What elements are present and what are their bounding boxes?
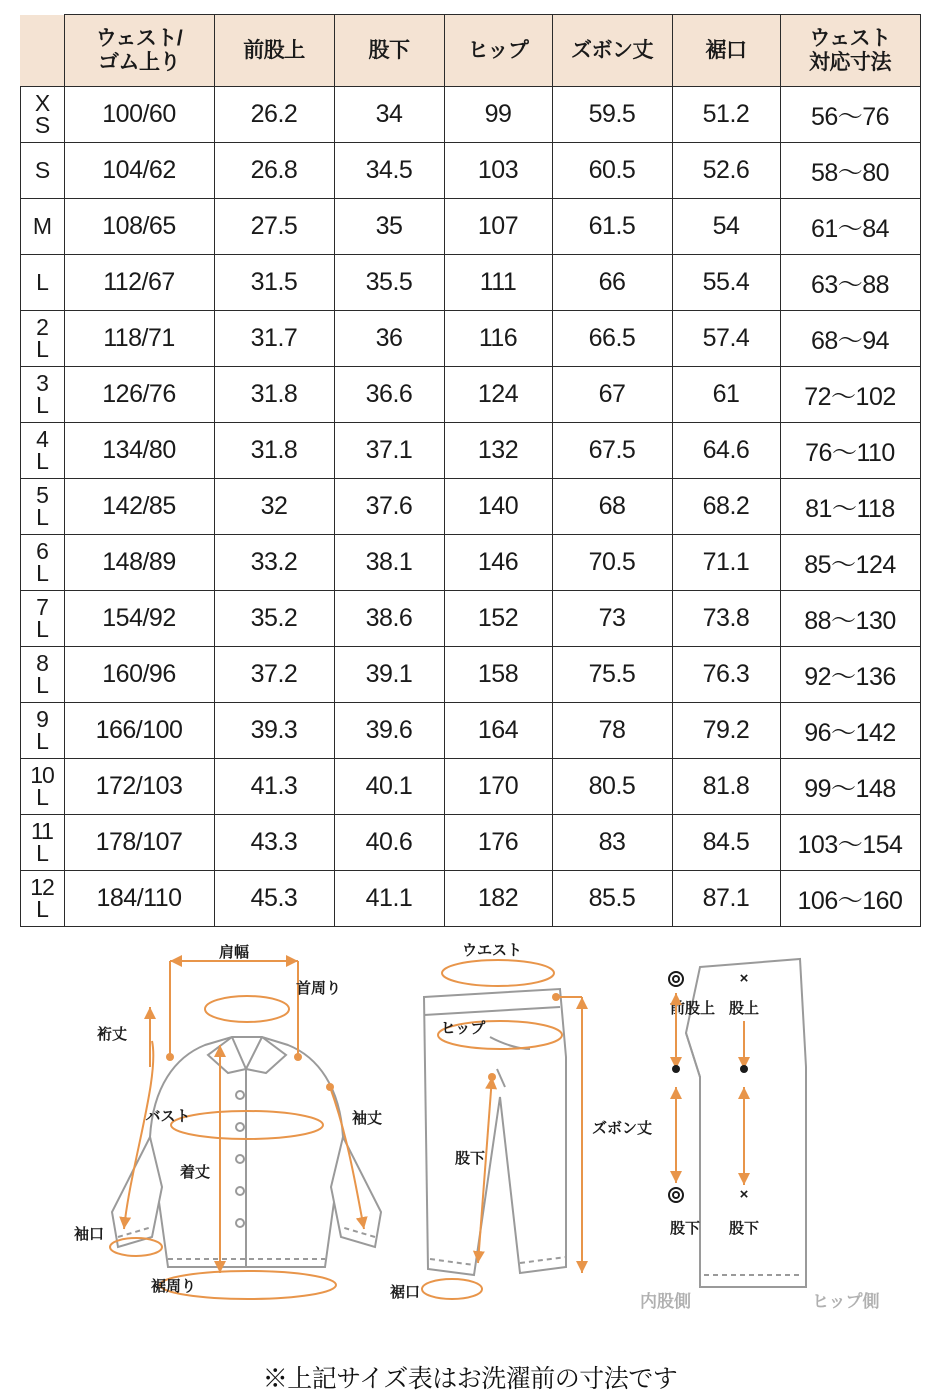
cell-pants-length: 83 [552,815,672,871]
cell-hip: 132 [444,423,552,479]
cell-hip: 140 [444,479,552,535]
cell-waist: 100/60 [64,87,214,143]
cell-inseam: 40.6 [334,815,444,871]
size-label-part: L [36,727,48,754]
size-label-part: L [36,559,48,586]
size-label-part: 10 [30,761,54,788]
size-label-part: L [36,671,48,698]
label-inseam-right: 股下 [728,1220,760,1237]
size-label-part: M [32,212,52,239]
label-pants-waist: ウエスト [462,942,523,959]
cell-waist: 148/89 [64,535,214,591]
cell-hip: 182 [444,871,552,927]
size-label-part: 6 [36,537,48,564]
cell-hem: 79.2 [672,703,780,759]
cell-hip: 146 [444,535,552,591]
cell-inseam: 38.6 [334,591,444,647]
table-header-range-line1: ウェスト [809,26,891,50]
cell-inseam: 38.1 [334,535,444,591]
cell-size [20,87,64,143]
table-row [20,647,920,703]
cell-pants-length: 67 [552,367,672,423]
size-label-part: L [36,391,48,418]
label-back-rise-mark: × [739,970,749,987]
label-inseam-left: 股下 [670,1220,701,1237]
table-row [20,479,920,535]
label-back-rise: 股上 [728,1000,760,1017]
cell-size [20,199,64,255]
table-header-waist-line1: ウェスト/ [95,26,183,50]
size-label-part: 8 [36,649,48,676]
cell-hip: 152 [444,591,552,647]
label-body-length: 着丈 [179,1164,210,1181]
label-pants-hip: ヒップ [440,1020,486,1037]
cell-waist-range: 61〜84 [780,199,920,255]
label-sleeve-span: 裄丈 [96,1026,128,1043]
cell-hem: 51.2 [672,87,780,143]
jacket-illustration [74,943,382,1299]
cell-waist-range: 63〜88 [780,255,920,311]
table-row [20,255,920,311]
cell-waist-range: 92〜136 [780,647,920,703]
cell-size [20,367,64,423]
cell-hem: 61 [672,367,780,423]
table-row [20,367,920,423]
cell-waist-range: 56〜76 [780,87,920,143]
cell-waist-range: 58〜80 [780,143,920,199]
cell-inseam: 41.1 [334,871,444,927]
cell-waist: 160/96 [64,647,214,703]
cell-pants-length: 73 [552,591,672,647]
label-shoulder: 肩幅 [218,944,250,961]
cell-hem: 68.2 [672,479,780,535]
cell-inseam: 39.6 [334,703,444,759]
cell-inseam: 39.1 [334,647,444,703]
size-label-part: L [36,615,48,642]
cell-front-rise: 27.5 [214,199,334,255]
label-hem-round: 裾周り [150,1278,196,1295]
cell-size [20,815,64,871]
table-header-waist-line2: ゴム上り [98,50,180,74]
cell-front-rise: 33.2 [214,535,334,591]
cell-size [20,647,64,703]
wash-note: ※上記サイズ表はお洗濯前の寸法です [262,1365,678,1393]
cell-hem: 57.4 [672,311,780,367]
size-label-part: L [36,839,48,866]
cell-front-rise: 32 [214,479,334,535]
table-header-corner [20,15,64,87]
table-header-range [780,15,920,87]
cell-size [20,311,64,367]
cell-hip: 107 [444,199,552,255]
label-inner-side: 内股側 [640,1292,691,1311]
cell-waist: 184/110 [64,871,214,927]
table-header-inseam: 股下 [334,15,444,87]
cell-pants-length: 75.5 [552,647,672,703]
size-label-part: S [34,111,50,138]
cell-front-rise: 35.2 [214,591,334,647]
cell-waist: 178/107 [64,815,214,871]
cell-pants-length: 85.5 [552,871,672,927]
cell-hem: 87.1 [672,871,780,927]
cell-inseam: 35 [334,199,444,255]
table-row [20,199,920,255]
cell-pants-length: 68 [552,479,672,535]
cell-waist-range: 103〜154 [780,815,920,871]
cell-front-rise: 31.8 [214,423,334,479]
label-pants-inseam: 股下 [454,1150,486,1167]
size-chart-page [0,14,940,1395]
cell-waist: 104/62 [64,143,214,199]
table-header-front-rise: 前股上 [214,15,334,87]
table-row [20,311,920,367]
cell-pants-length: 66.5 [552,311,672,367]
cell-waist: 134/80 [64,423,214,479]
label-neck: 首周り [296,980,342,997]
cell-size [20,423,64,479]
cell-hip: 124 [444,367,552,423]
cell-waist: 154/92 [64,591,214,647]
cell-waist-range: 81〜118 [780,479,920,535]
cell-hem: 84.5 [672,815,780,871]
label-inseam-right-mark: × [739,1186,749,1203]
cell-inseam: 37.1 [334,423,444,479]
cell-hem: 76.3 [672,647,780,703]
table-row [20,703,920,759]
cell-hem: 71.1 [672,535,780,591]
cell-hip: 158 [444,647,552,703]
cell-size [20,759,64,815]
cell-hem: 64.6 [672,423,780,479]
table-header-hem: 裾口 [672,15,780,87]
cell-waist: 118/71 [64,311,214,367]
pants-illustration [389,942,652,1301]
cell-pants-length: 61.5 [552,199,672,255]
cell-hem: 81.8 [672,759,780,815]
measurement-illustrations [0,937,940,1357]
label-pants-hem: 裾口 [389,1284,420,1301]
cell-waist-range: 96〜142 [780,703,920,759]
cell-size [20,255,64,311]
cell-hem: 52.6 [672,143,780,199]
cell-pants-length: 67.5 [552,423,672,479]
cell-waist: 142/85 [64,479,214,535]
cell-pants-length: 59.5 [552,87,672,143]
cell-front-rise: 37.2 [214,647,334,703]
cell-inseam: 36.6 [334,367,444,423]
table-row [20,143,920,199]
cell-pants-length: 78 [552,703,672,759]
size-label-part: 3 [36,369,48,396]
size-label-part: 4 [36,425,48,452]
cell-front-rise: 31.7 [214,311,334,367]
cell-waist-range: 76〜110 [780,423,920,479]
label-hip-side: ヒップ側 [812,1292,880,1311]
size-label-part: S [34,156,50,183]
label-bust: バスト [145,1108,191,1125]
cell-size [20,479,64,535]
cell-inseam: 34 [334,87,444,143]
cell-hem: 54 [672,199,780,255]
table-body [20,87,920,927]
cell-hem: 55.4 [672,255,780,311]
cell-hip: 111 [444,255,552,311]
size-label-part: 11 [31,817,53,844]
size-label-part: X [34,89,50,116]
cell-pants-length: 80.5 [552,759,672,815]
cell-inseam: 37.6 [334,479,444,535]
cell-pants-length: 66 [552,255,672,311]
table-header-range-line2: 対応寸法 [809,50,891,74]
table-header [20,15,920,87]
cell-waist: 112/67 [64,255,214,311]
size-label-part: L [36,447,48,474]
cell-inseam: 35.5 [334,255,444,311]
size-label-part: L [36,335,48,362]
size-label-part: 2 [36,313,48,340]
cell-front-rise: 26.2 [214,87,334,143]
cell-hem: 73.8 [672,591,780,647]
cell-hip: 170 [444,759,552,815]
cell-waist: 166/100 [64,703,214,759]
table-row [20,423,920,479]
cell-front-rise: 45.3 [214,871,334,927]
label-front-rise-1: 前股上 [670,1000,716,1017]
cell-waist: 126/76 [64,367,214,423]
rise-illustration [640,959,880,1311]
cell-size [20,703,64,759]
size-label-part: L [36,503,48,530]
label-pants-length: ズボン丈 [592,1120,653,1137]
size-label-part: L [36,783,48,810]
cell-hip: 116 [444,311,552,367]
cell-size [20,143,64,199]
cell-waist-range: 85〜124 [780,535,920,591]
cell-front-rise: 31.5 [214,255,334,311]
cell-pants-length: 70.5 [552,535,672,591]
cell-size [20,535,64,591]
cell-front-rise: 41.3 [214,759,334,815]
table-row [20,591,920,647]
size-label-part: L [36,895,48,922]
cell-size [20,871,64,927]
table-header-row [20,15,920,87]
cell-inseam: 36 [334,311,444,367]
table-row [20,87,920,143]
label-cuff: 袖口 [73,1226,104,1243]
size-label-part: L [36,268,48,295]
table-header-waist [64,15,214,87]
cell-waist: 172/103 [64,759,214,815]
cell-waist-range: 106〜160 [780,871,920,927]
cell-hip: 103 [444,143,552,199]
cell-hip: 164 [444,703,552,759]
size-label-part: 7 [36,593,48,620]
size-label-part: 12 [30,873,54,900]
cell-front-rise: 39.3 [214,703,334,759]
cell-front-rise: 31.8 [214,367,334,423]
cell-waist: 108/65 [64,199,214,255]
cell-inseam: 34.5 [334,143,444,199]
cell-hip: 99 [444,87,552,143]
size-table [20,14,921,927]
table-header-pants-length: ズボン丈 [552,15,672,87]
size-label-part: 5 [36,481,48,508]
cell-pants-length: 60.5 [552,143,672,199]
table-row [20,871,920,927]
cell-waist-range: 88〜130 [780,591,920,647]
cell-front-rise: 43.3 [214,815,334,871]
table-row [20,815,920,871]
cell-hip: 176 [444,815,552,871]
size-label-part: 9 [36,705,48,732]
cell-front-rise: 26.8 [214,143,334,199]
cell-size [20,591,64,647]
cell-waist-range: 99〜148 [780,759,920,815]
cell-waist-range: 68〜94 [780,311,920,367]
table-row [20,759,920,815]
table-header-hip: ヒップ [444,15,552,87]
label-sleeve-length: 袖丈 [352,1110,383,1127]
cell-inseam: 40.1 [334,759,444,815]
cell-waist-range: 72〜102 [780,367,920,423]
table-row [20,535,920,591]
